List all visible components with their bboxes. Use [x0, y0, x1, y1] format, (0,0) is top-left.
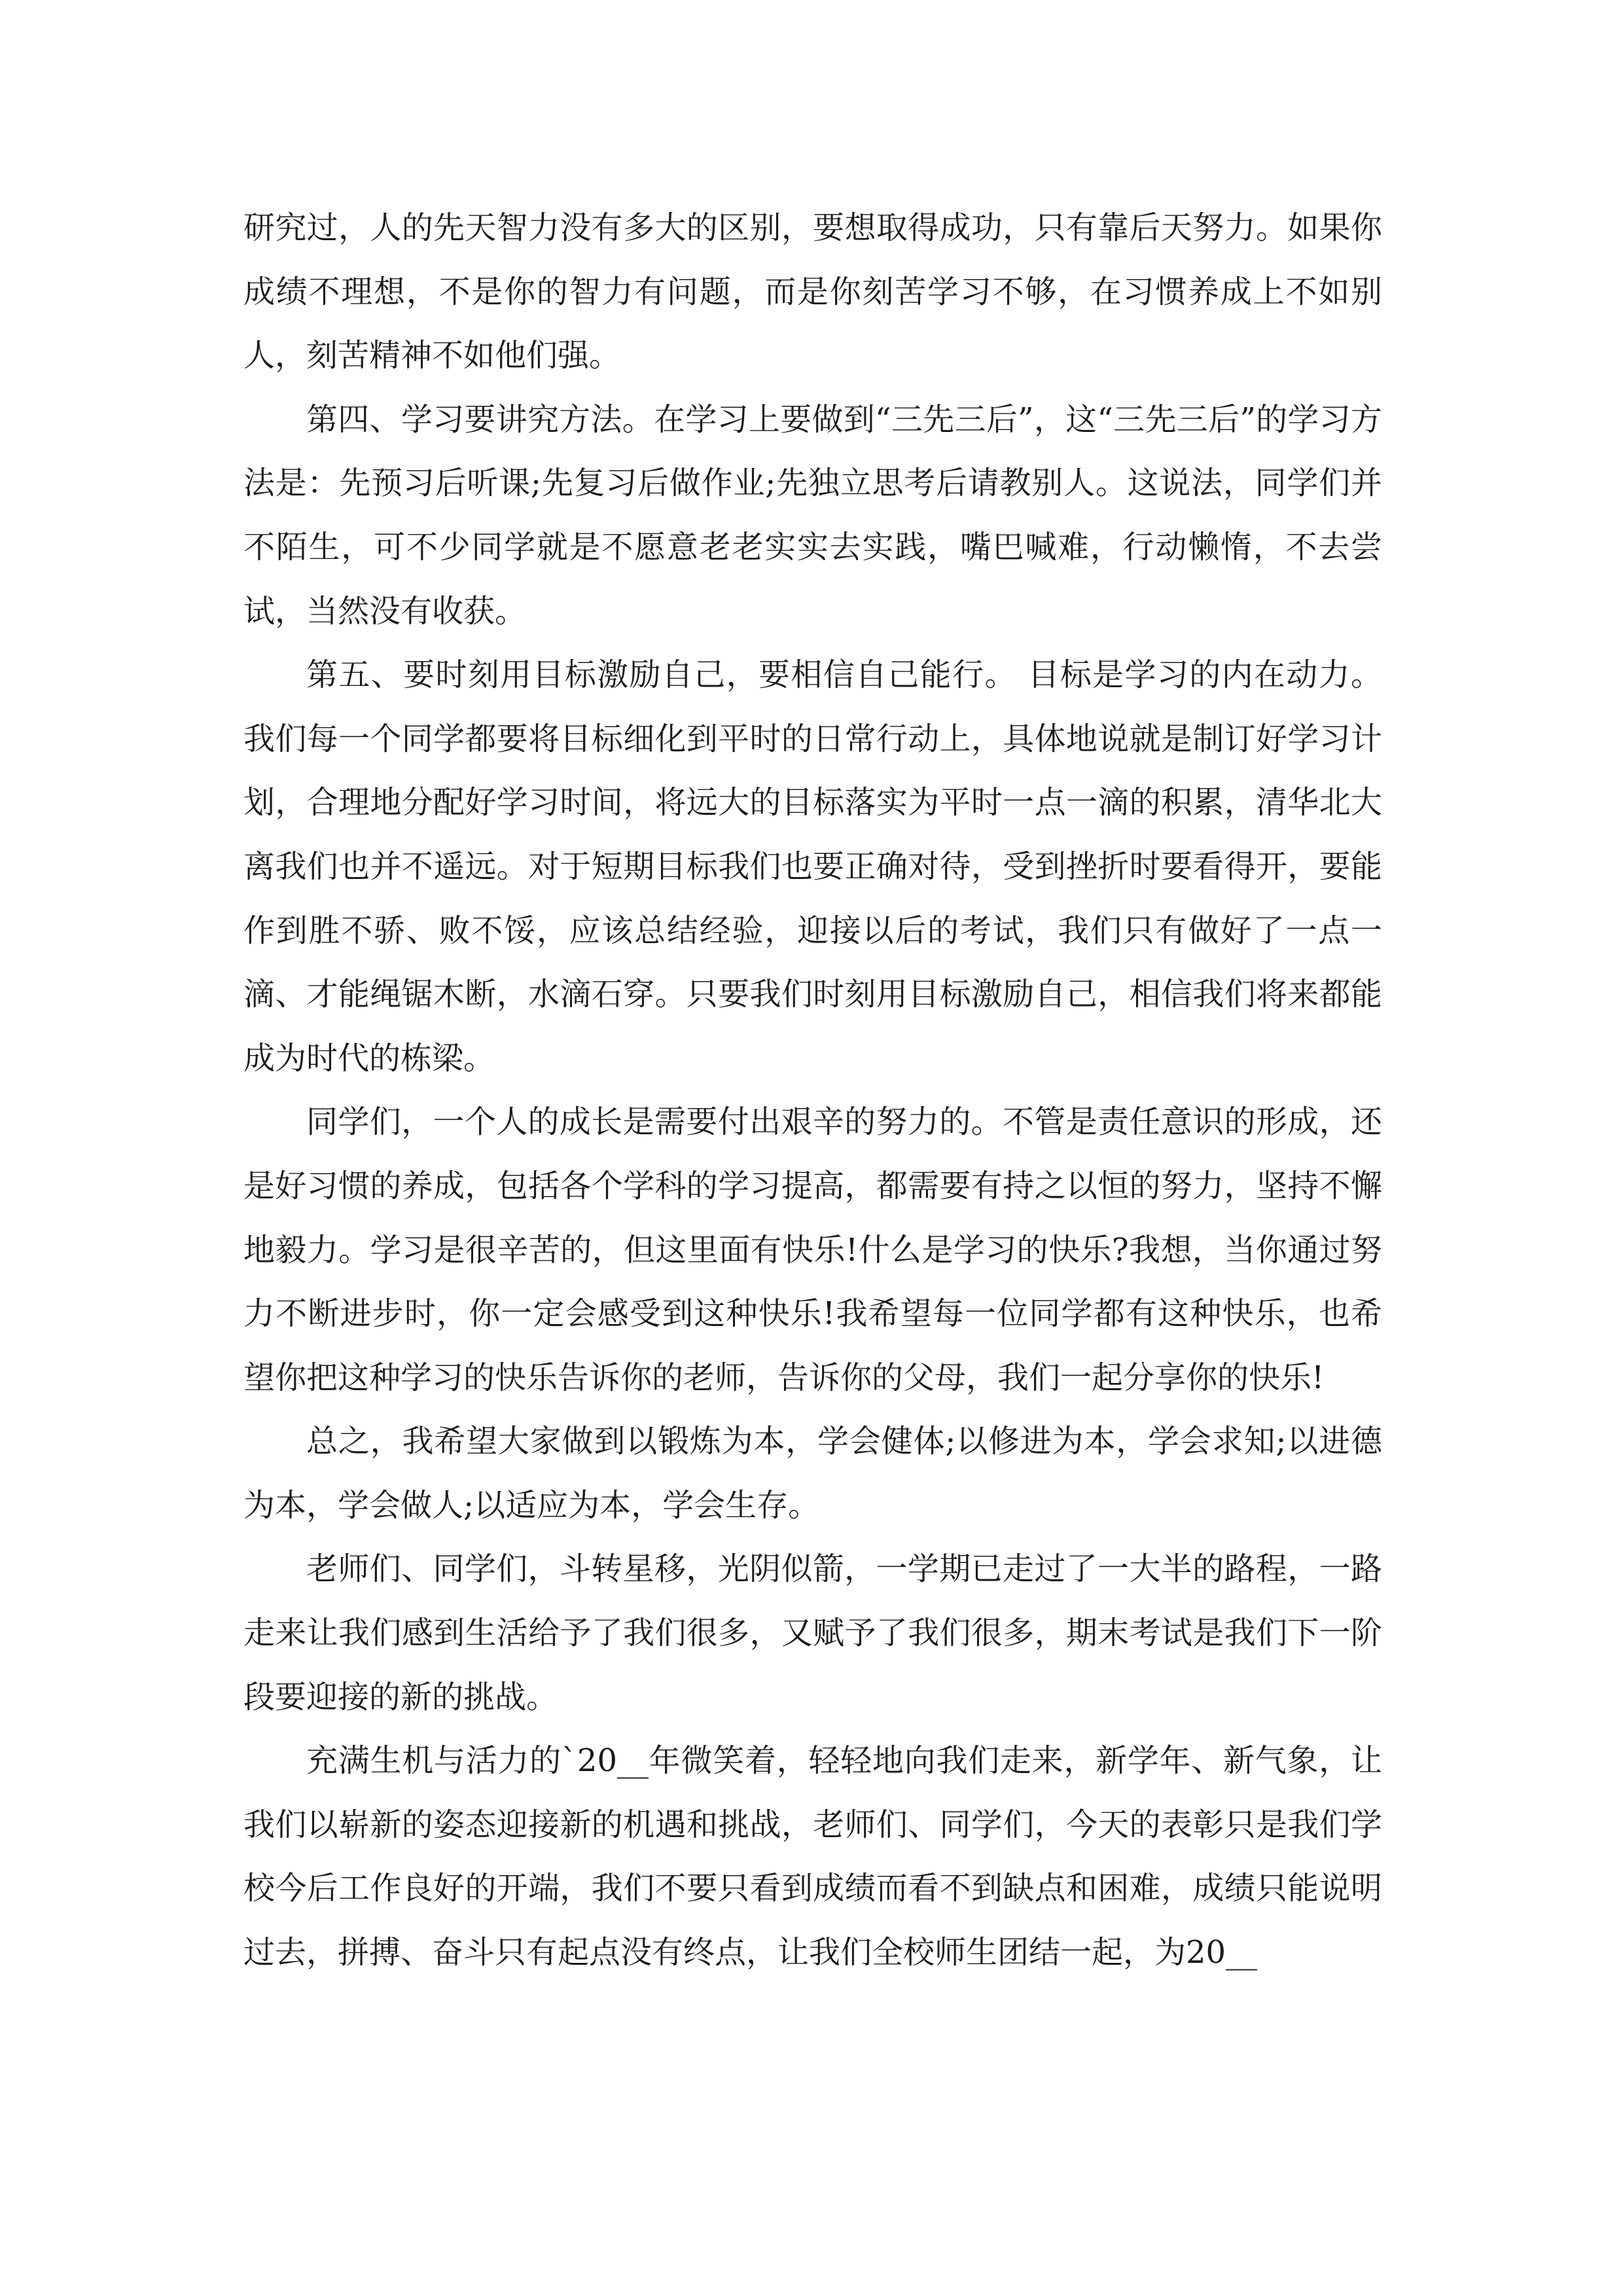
- paragraph-new-year: 充满生机与活力的`20__年微笑着，轻轻地向我们走来，新学年、新气象，让我们以崭新的姿态迎接新的机遇和挑战，老师们、同学们，今天的表彰只是我们学校今后工作良好的开端，我们不要只看到成绩而看不到缺点和困难，成绩只能说明过去，拼搏、奋斗只有起点没有终点，让我们全校师生团结一起，为20__: [243, 1742, 1382, 1971]
- paragraph-fourth-method: 第四、学习要讲究方法。在学习上要做到“三先三后”，这“三先三后”的学习方法是：先预习后听课;先复习后做作业;先独立思考后请教别人。这说法，同学们并不陌生，可不少同学就是不愿意老老实实去实践，嘴巴喊难，行动懒惰，不去尝试，当然没有收获。: [243, 401, 1382, 630]
- paragraph-fifth-goal: 第五、要时刻用目标激励自己，要相信自己能行。 目标是学习的内在动力。我们每一个同学都要将目标细化到平时的日常行动上，具体地说就是制订好学习计划，合理地分配好学习时间，将远大的目标落实为平时一点一滴的积累，清华北大离我们也并不遥远。对于短期目标我们也要正确对待，受到挫折时要看得开，要能作到胜不骄、败不馁，应该总结经验，迎接以后的考试，我们只有做好了一点一滴、才能绳锯木断，水滴石穿。只要我们时刻用目标激励自己，相信我们将来都能成为时代的栋梁。: [243, 656, 1382, 1077]
- document-body: [243, 196, 1382, 1985]
- paragraph-semester: 老师们、同学们，斗转星移，光阴似箭，一学期已走过了一大半的路程，一路走来让我们感到生活给予了我们很多，又赋予了我们很多，期末考试是我们下一阶段要迎接的新的挑战。: [243, 1551, 1382, 1715]
- paragraph-continued: 研究过，人的先天智力没有多大的区别，要想取得成功，只有靠后天努力。如果你成绩不理想，不是你的智力有问题，而是你刻苦学习不够，在习惯养成上不如别人，刻苦精神不如他们强。: [243, 209, 1382, 374]
- paragraph-summary: 总之，我希望大家做到以锻炼为本，学会健体;以修进为本，学会求知;以进德为本，学会做人;以适应为本，学会生存。: [243, 1423, 1382, 1524]
- paragraph-growth: 同学们，一个人的成长是需要付出艰辛的努力的。不管是责任意识的形成，还是好习惯的养成，包括各个学科的学习提高，都需要有持之以恒的努力，坚持不懈地毅力。学习是很辛苦的，但这里面有快乐!什么是学习的快乐?我想，当你通过努力不断进步时，你一定会感受到这种快乐!我希望每一位同学都有这种快乐，也希望你把这种学习的快乐告诉你的老师，告诉你的父母，我们一起分享你的快乐!: [243, 1103, 1382, 1396]
